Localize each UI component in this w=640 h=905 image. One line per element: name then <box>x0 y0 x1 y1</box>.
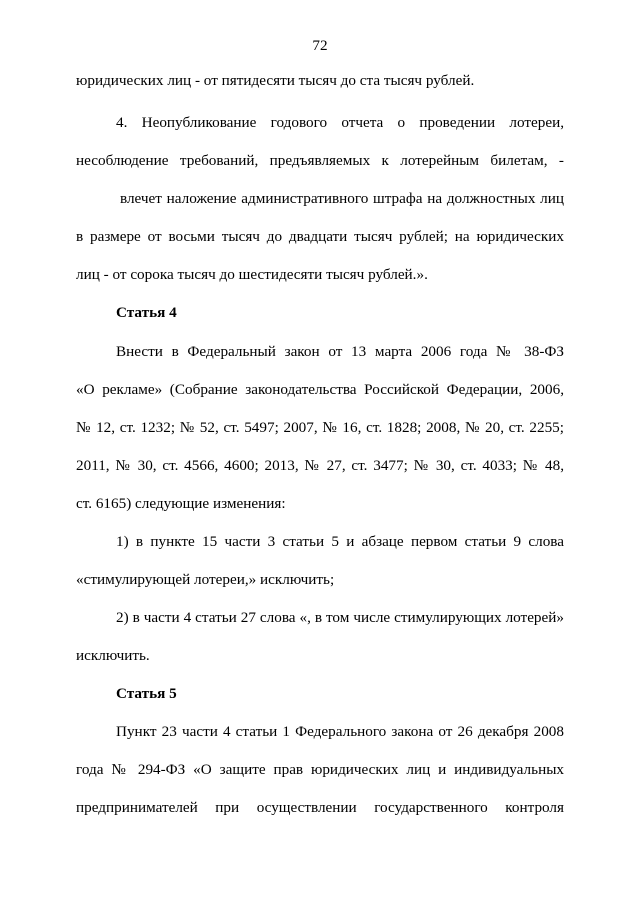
text-line: «О рекламе» (Собрание законодательства Российской Федерации, 2006, <box>76 381 564 398</box>
article-heading: Статья 5 <box>116 685 177 702</box>
text-line: 2011, № 30, ст. 4566, 4600; 2013, № 27, ст. 3477; № 30, ст. 4033; № 48, <box>76 457 564 474</box>
text-line: 2) в части 4 статьи 27 слова «, в том числе стимулирующих лотерей» <box>116 609 564 626</box>
article-heading: Статья 4 <box>116 304 177 321</box>
text-line: 1) в пункте 15 части 3 статьи 5 и абзаце первом статьи 9 слова <box>116 533 564 550</box>
text-line: 4. Неопубликование годового отчета о проведении лотереи, <box>116 114 564 131</box>
text-line: лиц - от сорока тысяч до шестидесяти тысяч рублей.». <box>76 266 428 283</box>
text-line: в размере от восьми тысяч до двадцати тысяч рублей; на юридических <box>76 228 564 245</box>
text-line: ст. 6165) следующие изменения: <box>76 495 286 512</box>
text-line: Внести в Федеральный закон от 13 марта 2006 года № 38-ФЗ <box>116 343 564 360</box>
text-line: № 12, ст. 1232; № 52, ст. 5497; 2007, № 16, ст. 1828; 2008, № 20, ст. 2255; <box>76 419 564 436</box>
text-line: «стимулирующей лотереи,» исключить; <box>76 571 335 588</box>
text-line: предпринимателей при осуществлении государственного контроля <box>76 799 564 816</box>
page-number: 72 <box>312 37 328 54</box>
text-line: влечет наложение административного штрафа на должностных лиц <box>120 190 564 207</box>
text-line: года № 294-ФЗ «О защите прав юридических лиц и индивидуальных <box>76 761 564 778</box>
text-line: Пункт 23 части 4 статьи 1 Федерального закона от 26 декабря 2008 <box>116 723 564 740</box>
text-line: исключить. <box>76 647 150 664</box>
text-line: юридических лиц - от пятидесяти тысяч до ста тысяч рублей. <box>76 72 475 89</box>
text-line: несоблюдение требований, предъявляемых к лотерейным билетам, - <box>76 152 564 169</box>
